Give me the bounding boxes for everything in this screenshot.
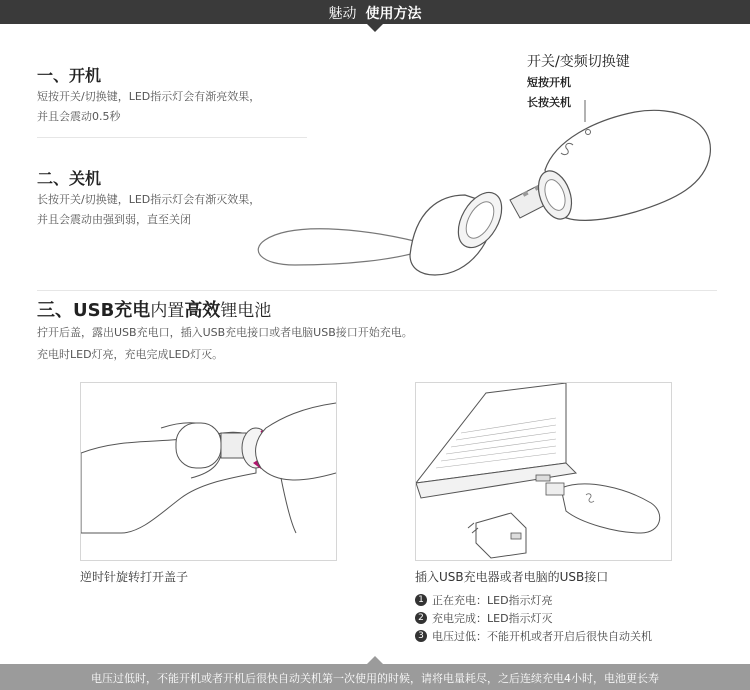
cap-illustration [410,185,511,275]
device-in-hand [176,423,221,468]
section-power-off-title: 二、关机 [37,169,102,188]
charger-illustration [468,513,526,558]
power-on-line-1: 短按开关/切换键，LED指示灯会有渐亮效果， [37,90,261,103]
section-power-off-desc [37,190,260,230]
lanyard [258,229,430,265]
section-power-on-desc [37,87,260,127]
status-item [415,592,652,610]
charging-title-usb: USB充电 [73,300,151,321]
header-title [0,3,750,23]
hands-illustration [81,383,336,560]
status-text: 正在充电：LED指示灯亮 [432,594,553,607]
charging-title-bold: 高效 [184,300,221,321]
status-number: 1 [415,594,427,606]
charging-title-end: 锂电池 [220,301,272,321]
laptop-illustration [416,383,671,560]
photo-left-caption: 逆时针旋转打开盖子 [80,570,189,584]
divider-2 [37,290,717,291]
status-text: 电压过低：不能开机或者开启后很快自动关机 [432,630,652,643]
device-charging-illustration [546,483,660,533]
footer-notch [367,656,383,664]
charging-line-2: 充电时LED灯亮，充电完成LED灯灭。 [37,348,224,361]
charging-title-prefix: 三、 [37,300,73,321]
status-number: 3 [415,630,427,642]
section-charging-desc [37,322,413,366]
power-off-line-2: 并且会震动由强到弱，直至关闭 [37,213,191,226]
section-power-on-title: 一、开机 [37,66,102,85]
status-item [415,610,652,628]
header-title-bold: 使用方法 [365,6,422,22]
charging-title-mid: 内置 [150,301,185,321]
button-callout-label: 开关/变频切换键 [527,54,630,70]
footer-bar [0,664,750,690]
photo-right-caption: 插入USB充电器或者电脑的USB接口 [415,570,609,584]
button-callout-long: 长按关机 [527,96,571,109]
device-body-illustration [532,110,710,223]
device-illustration [255,100,725,290]
header-notch [367,24,383,32]
usb-port [536,475,550,481]
status-number: 2 [415,612,427,624]
power-off-line-1: 长按开关/切换键，LED指示灯会有渐灭效果， [37,193,261,206]
footer-text: 电压过低时，不能开机或者开机后很快自动关机第一次使用的时候，请将电量耗尽，之后连续充电4小时，电池更长寿 [91,672,659,685]
status-item [415,628,652,646]
power-on-line-2: 并且会震动0.5秒 [37,110,121,123]
photo-usb-charging [415,382,672,561]
charging-line-1: 拧开后盖，露出USB充电口，插入USB充电接口或者电脑USB接口开始充电。 [37,326,413,339]
header-title-light: 魅动 [328,6,357,22]
header-bar [0,0,750,24]
photo-open-cap [80,382,337,561]
status-text: 充电完成：LED指示灯灭 [432,612,553,625]
button-callout-short: 短按开机 [527,76,571,89]
section-charging-title [37,296,271,322]
charging-status-list [415,592,652,646]
